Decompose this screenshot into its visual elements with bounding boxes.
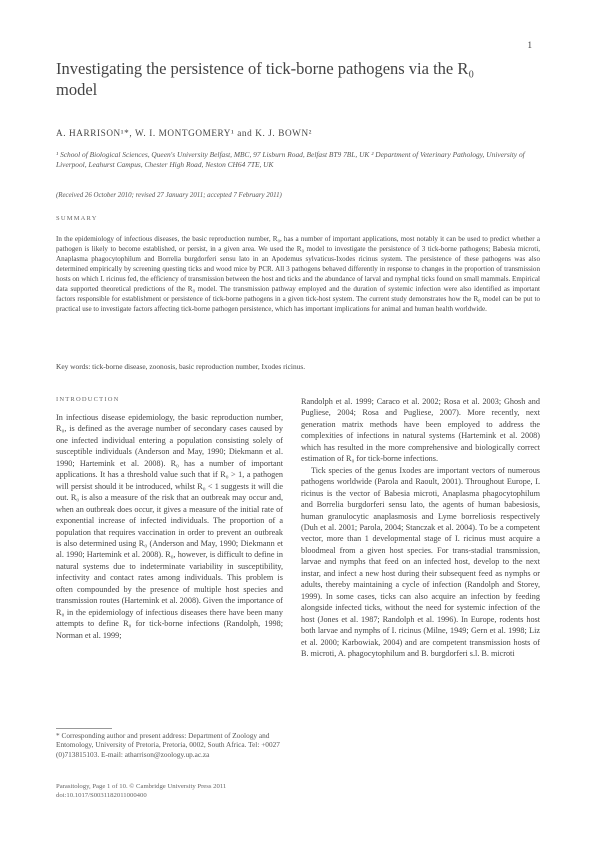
journal-citation: Parasitology, Page 1 of 10. © Cambridge University Press 2011 [56, 783, 227, 790]
doi: doi:10.1017/S0031182011000400 [56, 792, 147, 800]
paper-title: Investigating the persistence of tick-borne pathogens via the R₀ model [56, 59, 475, 99]
summary-text: In the epidemiology of infectious diseases, the basic reproduction number, R₀, has a number of important applications, most notably it can be used to predict whether a pathogen is likely to become established, or persist, in a given area. We used the R₀ model to investigate the persistence of 3 tick-borne pathogens; Babesia microti, Anaplasma phagocytophilum and Borrelia burgdorferi sensu lato in an Apodemus sylvaticus-Ixodes ricinus system. The persistence of these pathogens was also determined empirically by screening questing ticks and wood mice by PCR. All 3 pathogens behaved differently in response to changes in the proportion of transmission hosts on which I. ricinus fed, the efficiency of transmission between the host and ticks and the abundance of larval and nymphal ticks found on small mammals. Empirical data supported theoretical predictions of the R₀ model. The transmission pathway employed and the duration of systemic infection were also identified as important factors responsible for establishment or persistence of tick-borne pathogens in a given tick-host system. The current study demonstrates how the R₀ model can be put to practical use to investigate factors affecting tick-borne pathogen persistence, which has important implications for animal and human health worldwide. [56, 235, 540, 314]
introduction-column-right [301, 396, 540, 659]
received-dates: (Received 26 October 2010; revised 27 January 2011; accepted 7 February 2011) [56, 192, 282, 199]
journal-footer [56, 782, 226, 800]
intro-paragraph: Tick species of the genus Ixodes are important vectors of numerous pathogens worldwide (Parola and Raoult, 2001). Throughout Europe, I. ricinus is the vector of Babesia microti, Anaplasma phagocytophilum and Borrelia burgdorferi sensu lato, the agents of human babesiosis, human granulocytic anaplasmosis and Lyme borreliosis respectively (Duh et al. 2001; Parola, 2004; Stanczak et al. 2004). To be a competent vector, more than 1 developmental stage of I. ricinus must acquire a bloodmeal from a given host species. For trans-stadial transmission, larvae and nymphs that feed on an infected host, develop to the next instar, and infect a new host during their subsequent feed as nymphs or adults, thereby maintaining a cycle of infection (Randolph and Storey, 1999). In some cases, ticks can also acquire an infection by feeding alongside infected ticks, without the need for systemic infection of the host (Jones et al. 1987; Randolph et al. 1996). In Europe, rodents host both larvae and nymphs of I. ricinus (Milne, 1949; Gern et al. 1998; Liz et al. 2000; Karbowiak, 2004) and are competent transmission hosts of B. microti, A. phagocytophilum and B. burgdorferi s.l. B. microti [301, 465, 540, 658]
affiliations: ¹ School of Biological Sciences, Queen's University Belfast, MBC, 97 Lisburn Road, Belfast BT9 7BL, UK ² Department of Veterinary Pathology, University of Liverpool, Leahurst Campus, Chester High Road, Neston CH64 7TE, UK [56, 150, 525, 169]
page-number: 1 [527, 40, 532, 50]
author-list: A. HARRISON¹*, W. I. MONTGOMERY¹ and K. J. BOWN² [56, 128, 313, 138]
introduction-column-left: In infectious disease epidemiology, the basic reproduction number, R₀, is defined as the average number of secondary cases caused by one infected individual entering a population consisting solely of susceptible individuals (Anderson and May, 1990; Diekmann et al. 1990; Hartemink et al. 2008). R₀ has a number of important applications. It has a threshold value such that if R₀ > 1, a pathogen will persist should it be introduced, whilst R₀ < 1 suggests it will die out. R₀ is also a measure of the risk that an outbreak may occur and, when an outbreak does occur, it gives a measure of the initial rate of exponential increase of infected individuals. The proportion of a population that requires vaccination in order to prevent an outbreak is also determined using R₀ (Anderson and May, 1990; Diekmann et al. 1990; Hartemink et al. 2008). R₀, however, is difficult to define in natural systems due to indeterminate variability in susceptibility, infectivity and contact rates among individuals. This problem is often compounded by the presence of multiple host species and transmission routes (Hartemink et al. 2008). Given the importance of R₀ in the epidemiology of infectious diseases there have been many attempts to define R₀ for tick-borne infections (Randolph, 1998; Norman et al. 1999; [56, 413, 283, 640]
intro-paragraph: Randolph et al. 1999; Caraco et al. 2002; Rosa et al. 2003; Ghosh and Pugliese, 2004; Rosa and Pugliese, 2007). More recently, next generation matrix methods have been employed to address the complexities of infections in natural systems (Hartemink et al. 2008) which has resulted in the more comprehensive and biologically correct estimation of R₀ for tick-borne infections. [301, 397, 540, 464]
introduction-heading: INTRODUCTION [56, 396, 120, 403]
summary-heading: SUMMARY [56, 215, 98, 222]
corresponding-author-footnote: * Corresponding author and present address: Department of Zoology and Entomology, University of Pretoria, Pretoria, 0002, South Africa. Tel: +0027 (0)713815103. E-mail: atharrison@zoology.up.ac.za [56, 731, 280, 759]
footnote-divider [56, 728, 112, 729]
keywords: Key words: tick-borne disease, zoonosis, basic reproduction number, Ixodes ricinus. [56, 362, 306, 371]
